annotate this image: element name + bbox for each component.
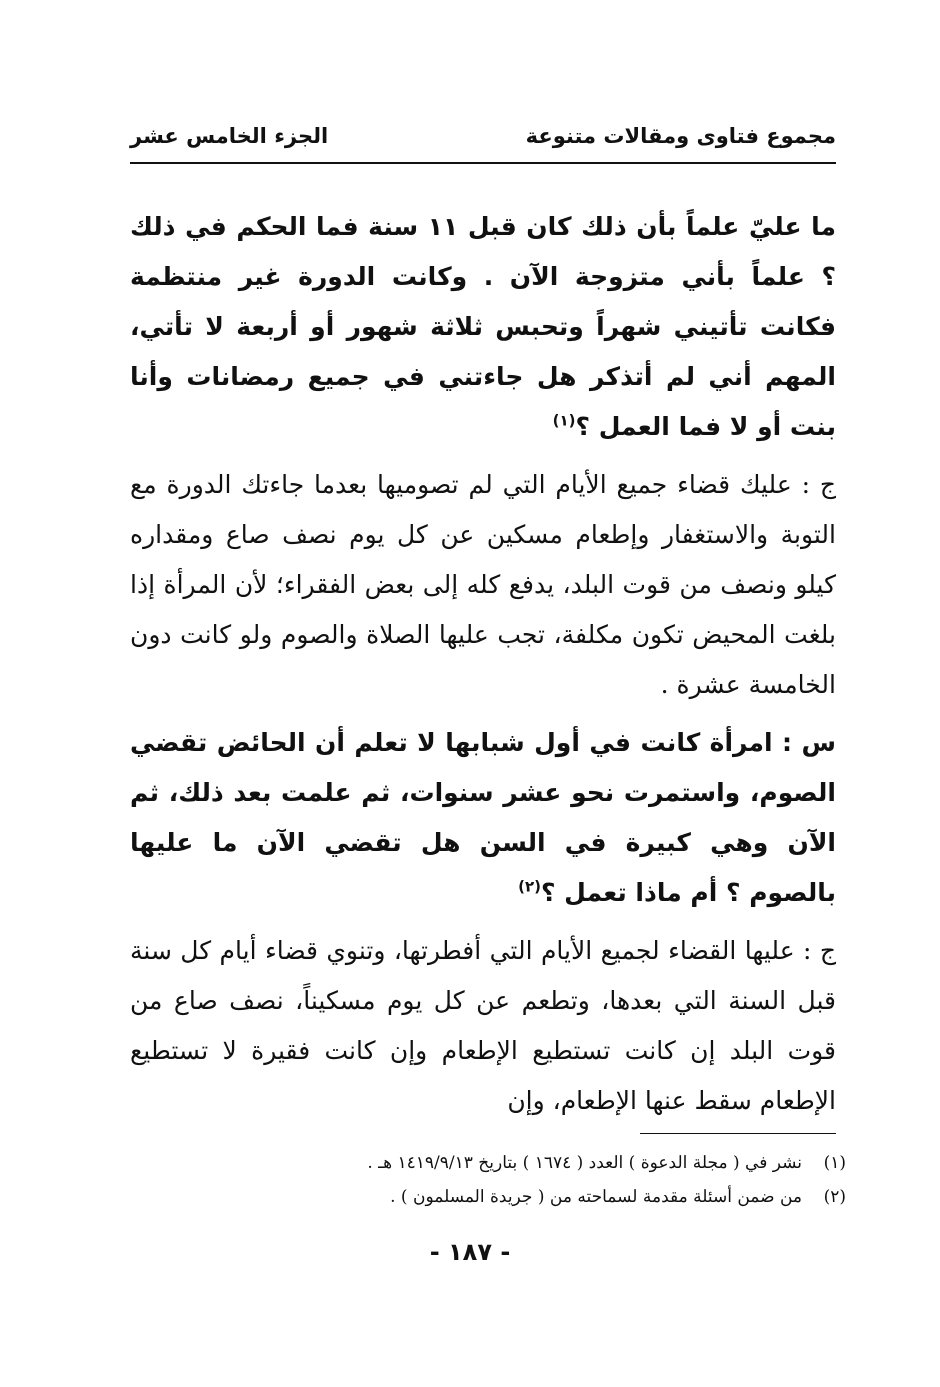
main-text bbox=[130, 202, 836, 1126]
running-header bbox=[130, 118, 836, 158]
answer-text: ج : عليها القضاء لجميع الأيام التي أفطرتها، وتنوي قضاء أيام كل سنة قبل السنة التي بعدها، وتطعم عن كل يوم مسكيناً، نصف صاع من قوت البلد إن كانت تستطيع الإطعام وإن كانت فقيرة لا تستطيع الإطعام سقط عنها الإطعام، وإن bbox=[130, 936, 836, 1115]
answer-paragraph bbox=[130, 926, 836, 1126]
question-text: ما عليّ علماً بأن ذلك كان قبل ١١ سنة فما الحكم في ذلك ؟ علماً بأني متزوجة الآن . وكانت الدورة غير منتظمة فكانت تأتيني شهراً وتحبس ثلاثة شهور أو أربعة لا تأتي، المهم أني لم أتذكر هل جاءتني في جميع رمضانات وأنا بنت أو لا فما العمل ؟ bbox=[130, 212, 836, 441]
footnote-text: من ضمن أسئلة مقدمة لسماحته من ( جريدة المسلمون ) . bbox=[390, 1187, 802, 1207]
footnote-item bbox=[130, 1180, 846, 1214]
footnote-text: نشر في ( مجلة الدعوة ) العدد ( ١٦٧٤ ) بتاريخ ١٤١٩/٩/١٣ هـ . bbox=[367, 1153, 802, 1173]
question-paragraph bbox=[130, 202, 836, 452]
answer-paragraph bbox=[130, 460, 836, 710]
header-divider bbox=[130, 162, 836, 164]
footnote-number: (١) bbox=[823, 1153, 846, 1173]
footnote-divider bbox=[640, 1133, 836, 1134]
series-title: مجموع فتاوى ومقالات متنوعة bbox=[525, 124, 836, 148]
answer-text: ج : عليك قضاء جميع الأيام التي لم تصوميها بعدما جاءتك الدورة مع التوبة والاستغفار وإطعام مسكين عن كل يوم نصف صاع ومقداره كيلو ونصف من قوت البلد، يدفع كله إلى بعض الفقراء؛ لأن المرأة إذا بلغت المحيض تكون مكلفة، تجب عليها الصلاة والصوم ولو كانت دون الخامسة عشرة . bbox=[130, 470, 836, 699]
footnotes bbox=[130, 1146, 846, 1214]
footnote-item bbox=[130, 1146, 846, 1180]
page-number: - ١٨٧ - bbox=[429, 1238, 511, 1266]
volume-label: الجزء الخامس عشر bbox=[130, 124, 329, 148]
question-text: س : امرأة كانت في أول شبابها لا تعلم أن الحائض تقضي الصوم، واستمرت نحو عشر سنوات، ثم علمت بعد ذلك، ثم الآن وهي كبيرة في السن هل تقضي الآن ما عليها بالصوم ؟ أم ماذا تعمل ؟ bbox=[130, 728, 836, 907]
footnote-reference: (١) bbox=[552, 411, 576, 430]
question-paragraph bbox=[130, 718, 836, 918]
footnote-number: (٢) bbox=[823, 1187, 846, 1207]
footnote-reference: (٢) bbox=[518, 877, 541, 896]
